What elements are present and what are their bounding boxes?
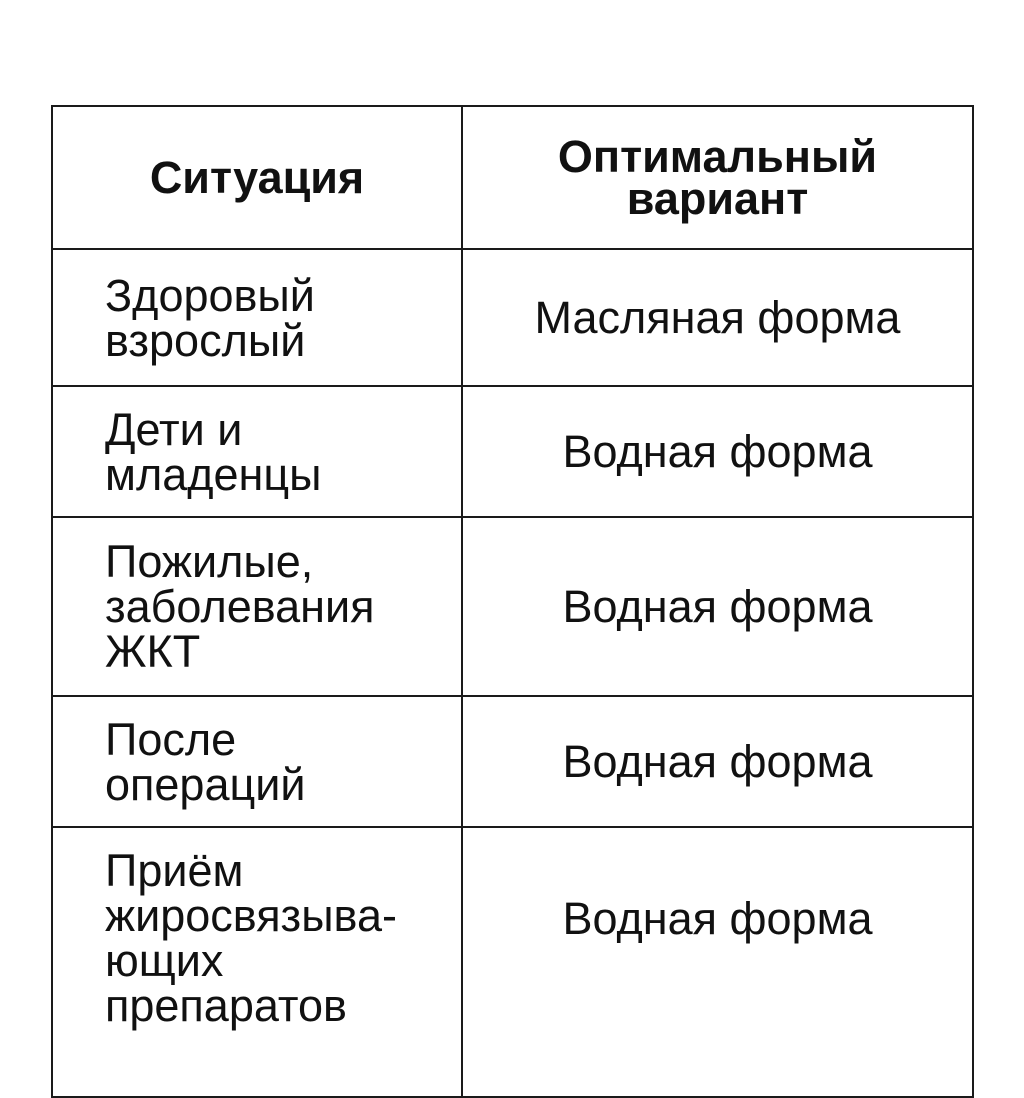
situation-cell: Приём жиросвязыва- ющих препаратов [52,827,462,1097]
table-row [52,386,973,517]
option-cell: Водная форма [462,827,973,1097]
situation-cell: Здоровый взрослый [52,249,462,386]
situation-cell: После операций [52,696,462,827]
option-cell: Масляная форма [462,249,973,386]
table-row [52,249,973,386]
header-situation: Ситуация [52,106,462,249]
situation-cell: Дети и младенцы [52,386,462,517]
situation-cell: Пожилые, заболевания ЖКТ [52,517,462,696]
option-cell: Водная форма [462,517,973,696]
header-optimal-option: Оптимальный вариант [462,106,973,249]
option-cell: Водная форма [462,386,973,517]
comparison-table [51,105,974,1098]
table-row [52,517,973,696]
table-row [52,696,973,827]
table-header-row [52,106,973,249]
option-cell: Водная форма [462,696,973,827]
table-row [52,827,973,1097]
